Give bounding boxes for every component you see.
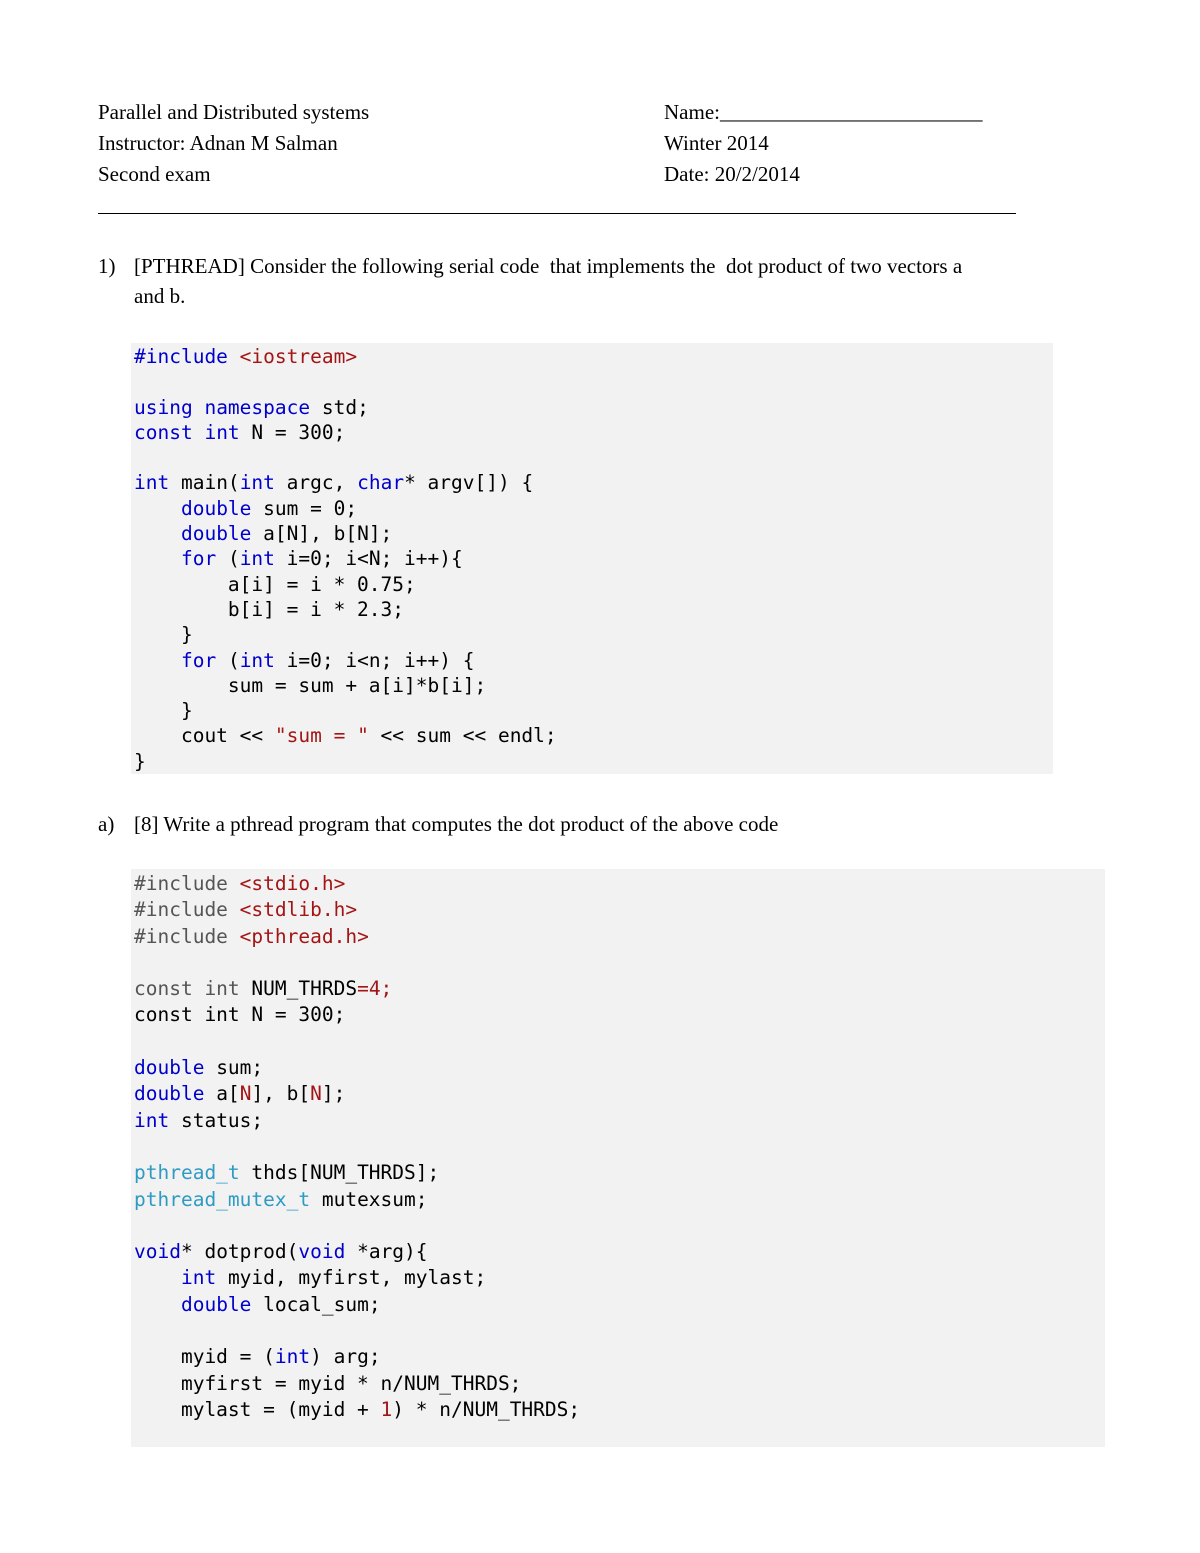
pthread-code-line: #include <stdio.h> [134, 872, 346, 895]
part-a-label: a) [98, 812, 115, 836]
serial-code-line: cout << "sum = " << sum << endl; [134, 724, 557, 748]
pthread-code-line: double local_sum; [180, 1292, 381, 1316]
serial-code-line: for (int i=0; i<n; i++) { [180, 648, 475, 672]
question-number: 1) [98, 254, 116, 278]
course-title: Parallel and Distributed systems [98, 100, 370, 124]
serial-code-line: int main(int argc, char* argv[]) { [134, 471, 534, 495]
part-a-text: [8] Write a pthread program that computes the dot product of the above code [134, 812, 779, 836]
serial-code-line: double sum = 0; [180, 496, 358, 520]
pthread-code-line [134, 1029, 580, 1055]
pthread-code-line: double sum; [134, 1056, 264, 1080]
pthread-code-line: #include <stdlib.h> [134, 898, 358, 922]
pthread-code-line: void* dotprod(void *arg){ [134, 1240, 428, 1264]
serial-code-line: #include <iostream> [134, 345, 358, 368]
serial-code-line: double a[N], b[N]; [180, 522, 393, 546]
pthread-code-line: myid = (int) arg; [134, 1345, 381, 1369]
pthread-code-line: double a[N], b[N]; [134, 1082, 346, 1106]
pthread-code-line [134, 1213, 580, 1239]
pthread-code-line: mylast = (myid + 1) * n/NUM_THRDS; [134, 1397, 581, 1421]
serial-code-line [134, 369, 557, 394]
serial-code-line: a[i] = i * 0.75; [134, 572, 416, 596]
pthread-code-line [134, 1318, 580, 1344]
pthread-code [134, 871, 580, 1423]
instructor-line: Instructor: Adnan M Salman [98, 131, 338, 155]
pthread-code-line: pthread_t thds[NUM_THRDS]; [134, 1161, 440, 1185]
serial-code-line: } [134, 623, 193, 647]
pthread-code-line: myfirst = myid * n/NUM_THRDS; [134, 1371, 522, 1395]
pthread-code-line: #include <pthread.h> [134, 924, 369, 948]
header-divider [98, 213, 1016, 214]
pthread-code-line: int myid, myfirst, mylast; [180, 1266, 487, 1290]
question-text-line1: [PTHREAD] Consider the following serial code that implements the dot product of two vectors a [134, 254, 963, 278]
serial-code-line: } [134, 749, 146, 773]
pthread-code-line: const int NUM_THRDS=4; [134, 977, 393, 1001]
name-field: Name:_________________________ [664, 100, 983, 124]
serial-code-line: sum = sum + a[i]*b[i]; [134, 673, 487, 697]
pthread-code-line [134, 1134, 580, 1160]
serial-code-line [134, 445, 557, 470]
serial-code-line: const int N = 300; [134, 420, 346, 444]
question-text-line2: and b. [134, 284, 186, 308]
serial-code-line: b[i] = i * 2.3; [134, 597, 405, 621]
exam-title: Second exam [98, 162, 211, 186]
date-line: Date: 20/2/2014 [664, 162, 800, 186]
term-line: Winter 2014 [664, 131, 769, 155]
serial-code-line: for (int i=0; i<N; i++){ [180, 547, 463, 571]
serial-code [134, 344, 557, 774]
pthread-code-line: pthread_mutex_t mutexsum; [134, 1187, 428, 1211]
pthread-code-line: const int N = 300; [134, 1003, 346, 1027]
serial-code-line: using namespace std; [134, 395, 369, 419]
pthread-code-line [134, 950, 580, 976]
serial-code-line: } [134, 699, 193, 723]
pthread-code-line: int status; [134, 1108, 264, 1132]
